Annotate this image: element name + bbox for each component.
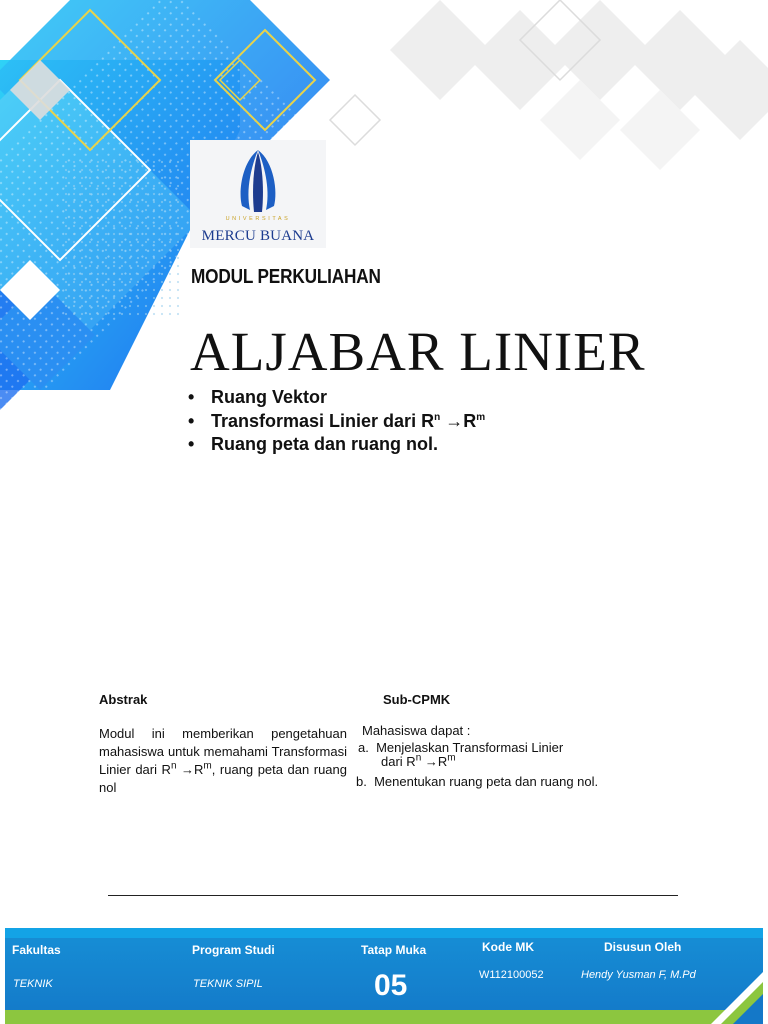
tatap-muka-label: Tatap Muka <box>361 943 427 957</box>
program-studi-label: Program Studi <box>192 943 275 957</box>
kode-mk-label: Kode MK <box>482 940 534 954</box>
sub-cpmk-item-a-continuation: dari $R^n \to R^m$ <box>381 752 456 769</box>
program-studi-value: TEKNIK SIPIL <box>193 978 263 990</box>
disusun-oleh-value: Hendy Yusman F, M.Pd <box>581 969 696 981</box>
footer-bottom-strip <box>5 1010 763 1024</box>
topic-item: • Ruang peta dan ruang nol. <box>188 434 439 454</box>
disusun-oleh-label: Disusun Oleh <box>604 940 682 954</box>
fakultas-label: Fakultas <box>12 943 61 957</box>
topic-item: • Ruang Vektor <box>188 387 328 407</box>
course-title: ALJABAR LINIER <box>190 321 646 382</box>
fakultas-value: TEKNIK <box>13 978 53 990</box>
logo-emblem-icon <box>190 140 326 220</box>
sub-cpmk-intro: Mahasiswa dapat : <box>362 723 471 738</box>
tatap-muka-value: 05 <box>374 969 408 1002</box>
sub-cpmk-heading: Sub-CPMK <box>383 692 451 707</box>
abstract-body: Modul ini memberikan pengetahuan mahasiswa untuk memahami Transformasi Linier dari $R^n \to R^m$, ruang peta dan ruang nol <box>99 726 347 795</box>
logo-university-name: MERCU BUANA <box>201 228 315 244</box>
topic-item: • Transformasi Linier dari $R^n \to R^m$ <box>188 410 486 431</box>
sub-cpmk-item-a: a. Menjelaskan Transformasi Linier <box>358 740 564 755</box>
footer-decoration-icon <box>703 968 763 1024</box>
divider <box>108 895 678 896</box>
topic-list <box>188 386 485 457</box>
sub-cpmk-item-b: b. Menentukan ruang peta dan ruang nol. <box>356 774 599 789</box>
logo-universitas-text: UNIVERSITAS <box>225 216 291 222</box>
module-title: MODUL PERKULIAHAN <box>191 266 381 288</box>
footer-top-strip <box>5 928 763 938</box>
kode-mk-value: W112100052 <box>479 969 544 981</box>
footer-info-bar <box>5 928 763 1024</box>
abstract-heading: Abstrak <box>99 692 148 707</box>
